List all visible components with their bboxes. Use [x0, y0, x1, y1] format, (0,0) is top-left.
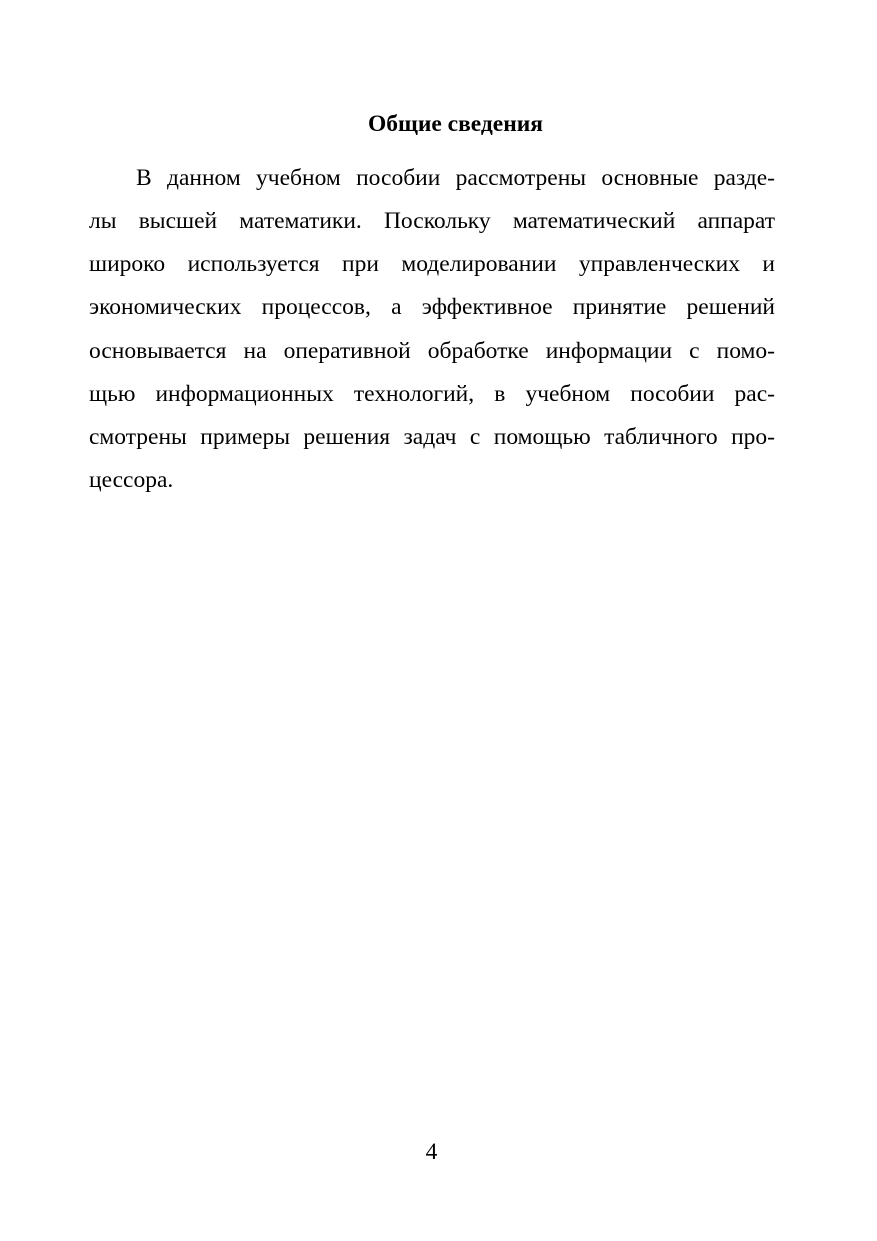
section-heading: Общие сведения [367, 111, 544, 137]
paragraph-line: экономических процессов, а эффективное принятие решений [89, 294, 775, 320]
paragraph-line: лы высшей математики. Поскольку математический аппарат [89, 208, 775, 234]
paragraph-line: В данном учебном пособии рассмотрены основные разде- [136, 165, 775, 191]
paragraph-line: широко используется при моделировании управленческих и [89, 251, 775, 277]
paragraph-line: цессора. [89, 467, 174, 493]
paragraph-line: основывается на оперативной обработке информации с помо- [89, 338, 775, 364]
paragraph-line: смотрены примеры решения задач с помощью табличного про- [89, 424, 775, 450]
page-number: 4 [425, 1139, 438, 1165]
paragraph-line: щью информационных технологий, в учебном пособии рас- [89, 381, 775, 407]
